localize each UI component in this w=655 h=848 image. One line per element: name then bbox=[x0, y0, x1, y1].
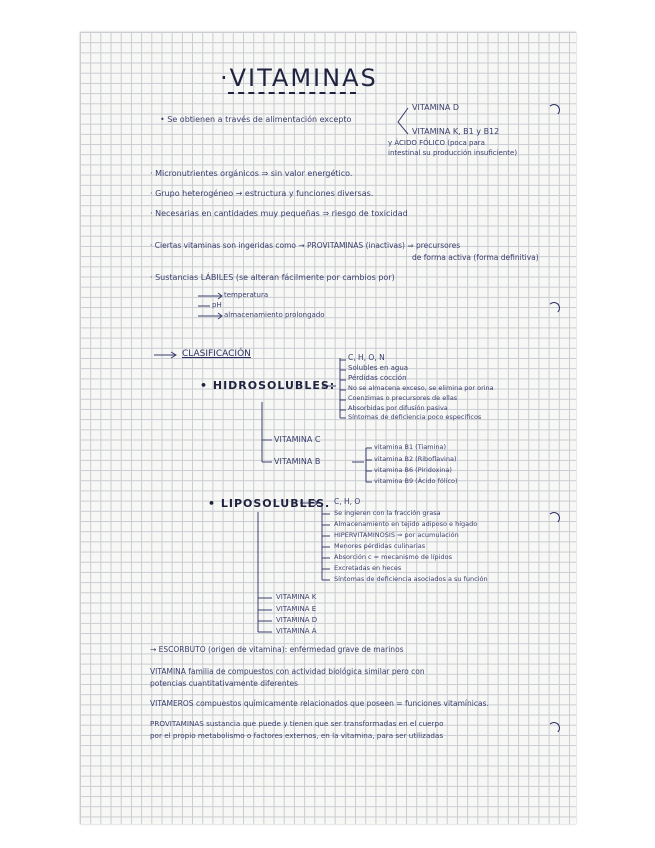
hidrosolubles-title: • HIDROSOLUBLES: bbox=[200, 379, 336, 392]
vitamin-c: VITAMINA C bbox=[274, 435, 321, 444]
vitamin-d: VITAMINA D bbox=[276, 616, 318, 624]
lipo-prop-absorption: Absorción c = mecanismo de lípidos bbox=[334, 553, 452, 561]
definition-vitamina-line1: VITAMINA familia de compuestos con actividad biológica similar pero con bbox=[150, 667, 425, 676]
fact-small-amounts: · Necesarias en cantidades muy pequeñas ⇒ riesgo de toxicidad bbox=[150, 209, 408, 218]
definition-vitamina-line2: potencias cuantitativamente diferentes bbox=[150, 679, 299, 688]
fact-provitamins: · Ciertas vitaminas son ingeridas como → PROVITAMINAS (inactivas) ⇒ precursores bbox=[150, 241, 461, 250]
exception-vitamin-d: VITAMINA D bbox=[412, 103, 459, 112]
binder-hole-mark bbox=[548, 512, 560, 524]
fact-heterogeneous: · Grupo heterogéneo → estructura y funciones diversas. bbox=[150, 189, 374, 198]
page-title: ·VITAMINAS bbox=[220, 64, 378, 92]
liposolubles-title: • LIPOSOLUBLES. bbox=[208, 497, 331, 510]
fact-provitamins-cont: de forma activa (forma definitiva) bbox=[412, 253, 539, 262]
exception-note: intestinal su producción insuficiente) bbox=[388, 149, 518, 157]
vitamin-a: VITAMINA A bbox=[276, 627, 317, 635]
hidro-prop-soluble: Solubles en agua bbox=[348, 364, 409, 372]
lipo-prop-fat-fraction: Se ingieren con la fracción grasa bbox=[334, 509, 441, 517]
vitamin-k: VITAMINA K bbox=[276, 593, 317, 601]
lipo-prop-elements: C, H, O bbox=[334, 497, 361, 506]
vitamin-b1: vitamina B1 (Tiamina) bbox=[374, 443, 447, 451]
lipo-prop-hypervitaminosis: HIPERVITAMINOSIS ⇒ por acumulación bbox=[334, 531, 459, 539]
vitamin-b2: vitamina B2 (Riboflavina) bbox=[374, 455, 457, 463]
classification-label: CLASIFICACIÓN bbox=[182, 349, 251, 359]
labile-temperature: temperatura bbox=[224, 291, 269, 299]
definition-provitaminas-line1: PROVITAMINAS sustancia que puede y tienen que ser transformadas en el cuerpo bbox=[150, 719, 444, 728]
hidro-prop-elements: C, H, O, N bbox=[348, 353, 385, 362]
title-underline bbox=[228, 92, 356, 94]
definition-provitaminas-line2: por el propio metabolismo o factores externos, en la vitamina, para ser utilizadas bbox=[150, 731, 444, 740]
fact-labile: · Sustancias LÁBILES (se alteran fácilmente por cambios por) bbox=[150, 273, 395, 282]
lipo-prop-symptoms: Síntomas de deficiencia asociados a su función bbox=[334, 575, 488, 583]
hidro-prop-symptoms: Síntomas de deficiencia poco específicos bbox=[348, 413, 482, 421]
fact-micronutrients: · Micronutrientes orgánicos ⇒ sin valor energético. bbox=[150, 169, 353, 178]
hidro-prop-coenzymes: Coenzimas o precursores de ellas bbox=[348, 394, 458, 402]
labile-storage: almacenamiento prolongado bbox=[224, 311, 325, 319]
vitamin-b6: vitamina B6 (Piridoxina) bbox=[374, 466, 452, 474]
lipo-prop-losses: Menores pérdidas culinarias bbox=[334, 542, 426, 550]
exception-vitamin-k-b: VITAMINA K, B1 y B12 bbox=[412, 127, 500, 136]
exception-folic-acid: y ÁCIDO FÓLICO (poca para bbox=[388, 139, 485, 147]
definition-escorbuto: → ESCORBUTO (origen de vitamina): enfermedad grave de marinos bbox=[150, 645, 404, 654]
hidro-prop-absorption: Absorbidas por difusión pasiva bbox=[348, 404, 448, 412]
vitamin-e: VITAMINA E bbox=[276, 605, 317, 613]
lipo-prop-excretion: Excretadas en heces bbox=[334, 564, 402, 572]
definition-vitameros: VITAMEROS compuestos químicamente relacionados que poseen = funciones vitamínicas. bbox=[150, 699, 489, 708]
binder-hole-mark bbox=[548, 722, 560, 734]
vitamin-b: VITAMINA B bbox=[274, 457, 321, 466]
labile-ph: pH bbox=[212, 301, 222, 309]
hidro-prop-not-stored: No se almacena exceso, se elimina por orina bbox=[348, 384, 494, 392]
hidro-prop-losses: Pérdidas cocción bbox=[348, 374, 407, 382]
binder-hole-mark bbox=[548, 302, 560, 314]
vitamin-b9: vitamina B9 (Ácido fólico) bbox=[374, 477, 458, 485]
intro-lead: • Se obtienen a través de alimentación excepto bbox=[160, 115, 352, 124]
binder-hole-mark bbox=[548, 104, 560, 116]
lipo-prop-storage: Almacenamiento en tejido adiposo e hígado bbox=[334, 520, 478, 528]
